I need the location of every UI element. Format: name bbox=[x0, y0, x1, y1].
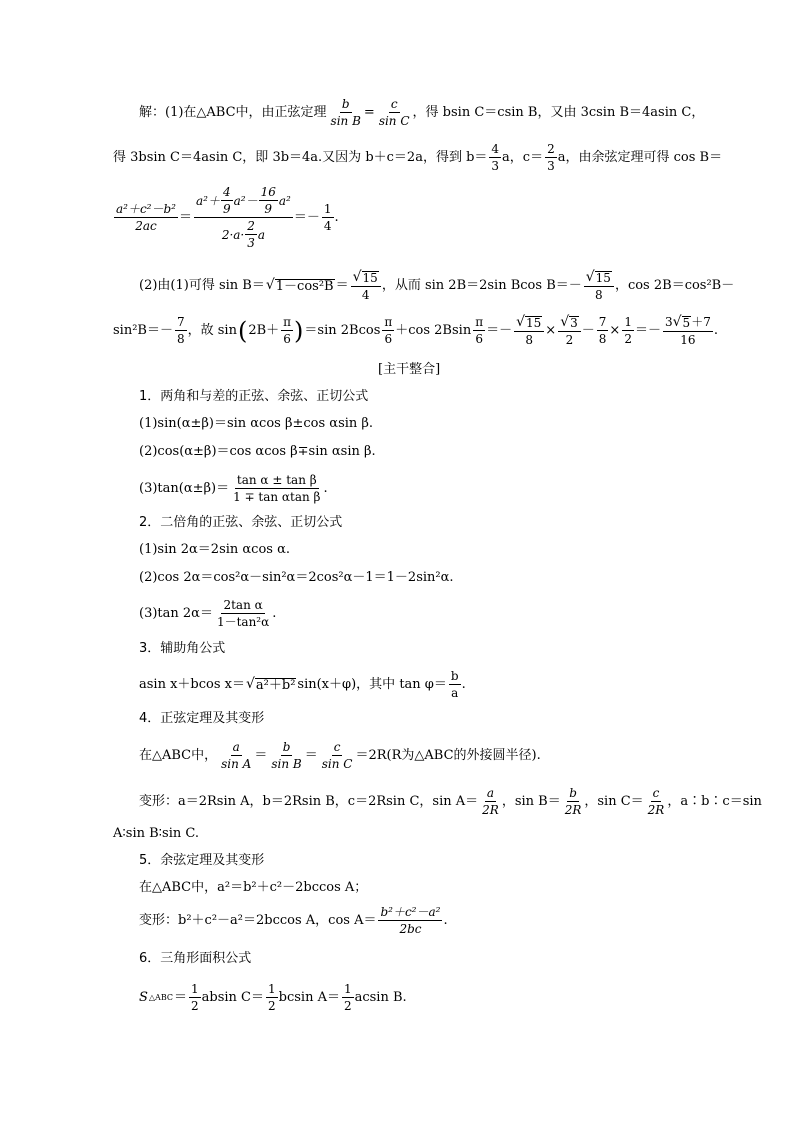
formula-2-2: (2)cos 2α＝cos²α－sin²α＝2cos²α－1＝1－2sin²α. bbox=[139, 570, 454, 585]
fraction: $\frac{7}{8}$ bbox=[598, 315, 607, 346]
fraction: √ 3 2 bbox=[558, 315, 581, 346]
formula-1-3: (3)tan(α±β)＝ tan α ± tan β 1 ∓ tan αtan β . bbox=[139, 473, 328, 504]
equals: ＝ bbox=[335, 278, 349, 293]
fraction: a²＋c²－b² 2ac bbox=[116, 202, 176, 233]
fraction: b 2R bbox=[564, 786, 582, 817]
section-title: [主干整合] bbox=[378, 362, 441, 377]
solution-text: ，cos 2B＝cos²B－ bbox=[614, 278, 735, 293]
formula-2-3: (3)tan 2α＝ 2tan α 1－tan²α . bbox=[139, 598, 277, 629]
section-6-heading: 6．三角形面积公式 bbox=[139, 951, 252, 966]
period: . bbox=[334, 210, 339, 225]
equals: ＝ bbox=[304, 748, 318, 763]
solution-text: ，故 sin bbox=[187, 323, 237, 338]
fraction: 2 3 bbox=[547, 142, 555, 173]
formula-5-1: 在△ABC中，a²＝b²＋c²－2bccos A； bbox=[139, 880, 368, 895]
section-2-heading: 2．二倍角的正弦、余弦、正切公式 bbox=[139, 515, 343, 530]
fraction: b sin B bbox=[271, 740, 302, 771]
fraction: a 2R bbox=[482, 786, 499, 817]
numerator-text: a² bbox=[278, 193, 291, 208]
equals: ＝ bbox=[173, 990, 187, 1005]
solution-text: ＋cos 2Bsin bbox=[395, 323, 472, 338]
equals: ＝－ bbox=[634, 323, 661, 338]
solution-text: a，由余弦定理可得 cos B＝ bbox=[557, 150, 723, 165]
solution-line-2 bbox=[113, 143, 723, 172]
numerator-text: a²－ bbox=[233, 193, 258, 208]
solution-text: ＝－ bbox=[486, 323, 513, 338]
fraction: c sin C bbox=[321, 740, 353, 771]
numerator-text: a²＋ bbox=[196, 193, 220, 208]
fraction: 16 9 bbox=[260, 185, 276, 216]
minus: － bbox=[581, 323, 595, 338]
formula-5-2: 变形：b²＋c²－a²＝2bccos A，cos A＝ b²＋c²－a² 2bc . bbox=[139, 905, 448, 936]
fraction: tan α ± tan β 1 ∓ tan αtan β bbox=[233, 473, 321, 504]
fraction: 4 9 bbox=[222, 185, 231, 216]
fraction: a sin A bbox=[221, 740, 252, 771]
solution-text: ＝sin 2Bcos bbox=[304, 323, 381, 338]
fraction: 4 3 bbox=[491, 142, 500, 173]
fraction: 1 2 bbox=[268, 982, 276, 1013]
denominator-text: 2·a· bbox=[221, 227, 245, 242]
solution-text: 得 3bsin C＝4asin C，即 3b＝4a.又因为 b＋c＝2a，得到 b＝ bbox=[113, 150, 488, 165]
period: . bbox=[272, 606, 277, 621]
left-paren: ( bbox=[237, 316, 248, 345]
formula-4-3: A∶sin B∶sin C. bbox=[113, 826, 199, 841]
period: . bbox=[323, 481, 328, 496]
solution-text: ，从而 sin 2B＝2sin Bcos B＝－ bbox=[381, 278, 582, 293]
formula-3: asin x＋bcos x＝ √ a²＋b² sin(x＋φ)，其中 tan φ＝ b a . bbox=[139, 669, 466, 700]
right-paren: ) bbox=[294, 316, 304, 345]
solution-line-5 bbox=[113, 315, 719, 346]
period: . bbox=[461, 677, 466, 692]
equals: = bbox=[363, 105, 375, 120]
section-4-heading: 4．正弦定理及其变形 bbox=[139, 711, 265, 726]
area-symbol: S bbox=[139, 990, 148, 1005]
solution-text: ，得 bsin C＝csin B，又由 3csin B＝4asin C， bbox=[412, 105, 705, 120]
fraction: 2 3 bbox=[247, 219, 255, 250]
times: × bbox=[609, 323, 621, 338]
solution-line-1 bbox=[139, 98, 705, 127]
fraction: π 6 bbox=[384, 315, 393, 346]
solution-text: 解：(1)在△ABC中，由正弦定理 bbox=[139, 105, 327, 120]
fraction: b²＋c²－a² 2bc bbox=[380, 905, 441, 936]
formula-4-2: 变形：a＝2Rsin A，b＝2Rsin B，c＝2Rsin C，sin A＝ a 2R ，sin B＝ b 2R ，sin C＝ c 2R ，a∶b∶c＝sin bbox=[139, 786, 762, 817]
formula-1-2: (2)cos(α±β)＝cos αcos β∓sin αsin β. bbox=[139, 444, 376, 459]
formula-2-1: (1)sin 2α＝2sin αcos α. bbox=[139, 542, 291, 557]
fraction: 7 8 bbox=[176, 315, 185, 346]
solution-text: (2)由(1)可得 sin B＝ bbox=[139, 278, 265, 293]
fraction: √ 15 8 bbox=[514, 315, 544, 346]
times: × bbox=[545, 323, 557, 338]
denominator-text: a bbox=[257, 227, 266, 242]
fraction: $\frac{b}{\text{sin B}}$ bbox=[330, 97, 361, 128]
fraction: π 6 bbox=[283, 315, 292, 346]
fraction: √ 15 8 bbox=[584, 270, 614, 301]
fraction: 3 √ 5 ＋7 16 bbox=[664, 314, 711, 347]
fraction: $\frac{c}{\text{sin C}}$ bbox=[378, 97, 410, 128]
fraction: $\frac{1}{2}$ bbox=[624, 315, 632, 346]
fraction: π 6 bbox=[475, 315, 484, 346]
solution-line-3 bbox=[113, 186, 340, 249]
equals: ＝ bbox=[179, 210, 193, 225]
formula-6: S △ABC ＝ 1 2 absin C＝ 1 2 bcsin A＝ 1 2 acsin B. bbox=[139, 982, 407, 1013]
solution-line-4 bbox=[139, 270, 735, 301]
formula-1-1: (1)sin(α±β)＝sin αcos β±cos αsin β. bbox=[139, 416, 374, 431]
section-5-heading: 5．余弦定理及其变形 bbox=[139, 853, 265, 868]
sqrt: √ a²＋b² bbox=[245, 676, 296, 693]
fraction: b a bbox=[450, 669, 459, 700]
section-3-heading: 3．辅助角公式 bbox=[139, 641, 226, 656]
section-1-heading: 1．两角和与差的正弦、余弦、正切公式 bbox=[139, 389, 369, 404]
fraction: 1 4 bbox=[323, 202, 332, 233]
solution-text: sin²B＝－ bbox=[113, 323, 173, 338]
equals: ＝－ bbox=[293, 210, 320, 225]
period: . bbox=[443, 913, 448, 928]
formula-4-1: 在△ABC中， a sin A ＝ b sin B ＝ c sin C ＝2R(R为△ABC的外接圆半径). bbox=[139, 740, 541, 771]
fraction: √ 15 4 bbox=[351, 270, 381, 301]
solution-text: 2B＋ bbox=[248, 323, 280, 338]
fraction: 2tan α 1－tan²α bbox=[216, 598, 270, 629]
fraction: 1 2 bbox=[191, 982, 199, 1013]
fraction: c 2R bbox=[647, 786, 665, 817]
equals: ＝ bbox=[254, 748, 268, 763]
fraction: 1 2 bbox=[343, 982, 352, 1013]
period: . bbox=[713, 323, 718, 338]
subscript: △ABC bbox=[148, 992, 173, 1002]
complex-fraction bbox=[194, 186, 293, 249]
solution-text: a，c＝ bbox=[502, 150, 544, 165]
sqrt: √ 1－cos²B bbox=[265, 277, 334, 294]
